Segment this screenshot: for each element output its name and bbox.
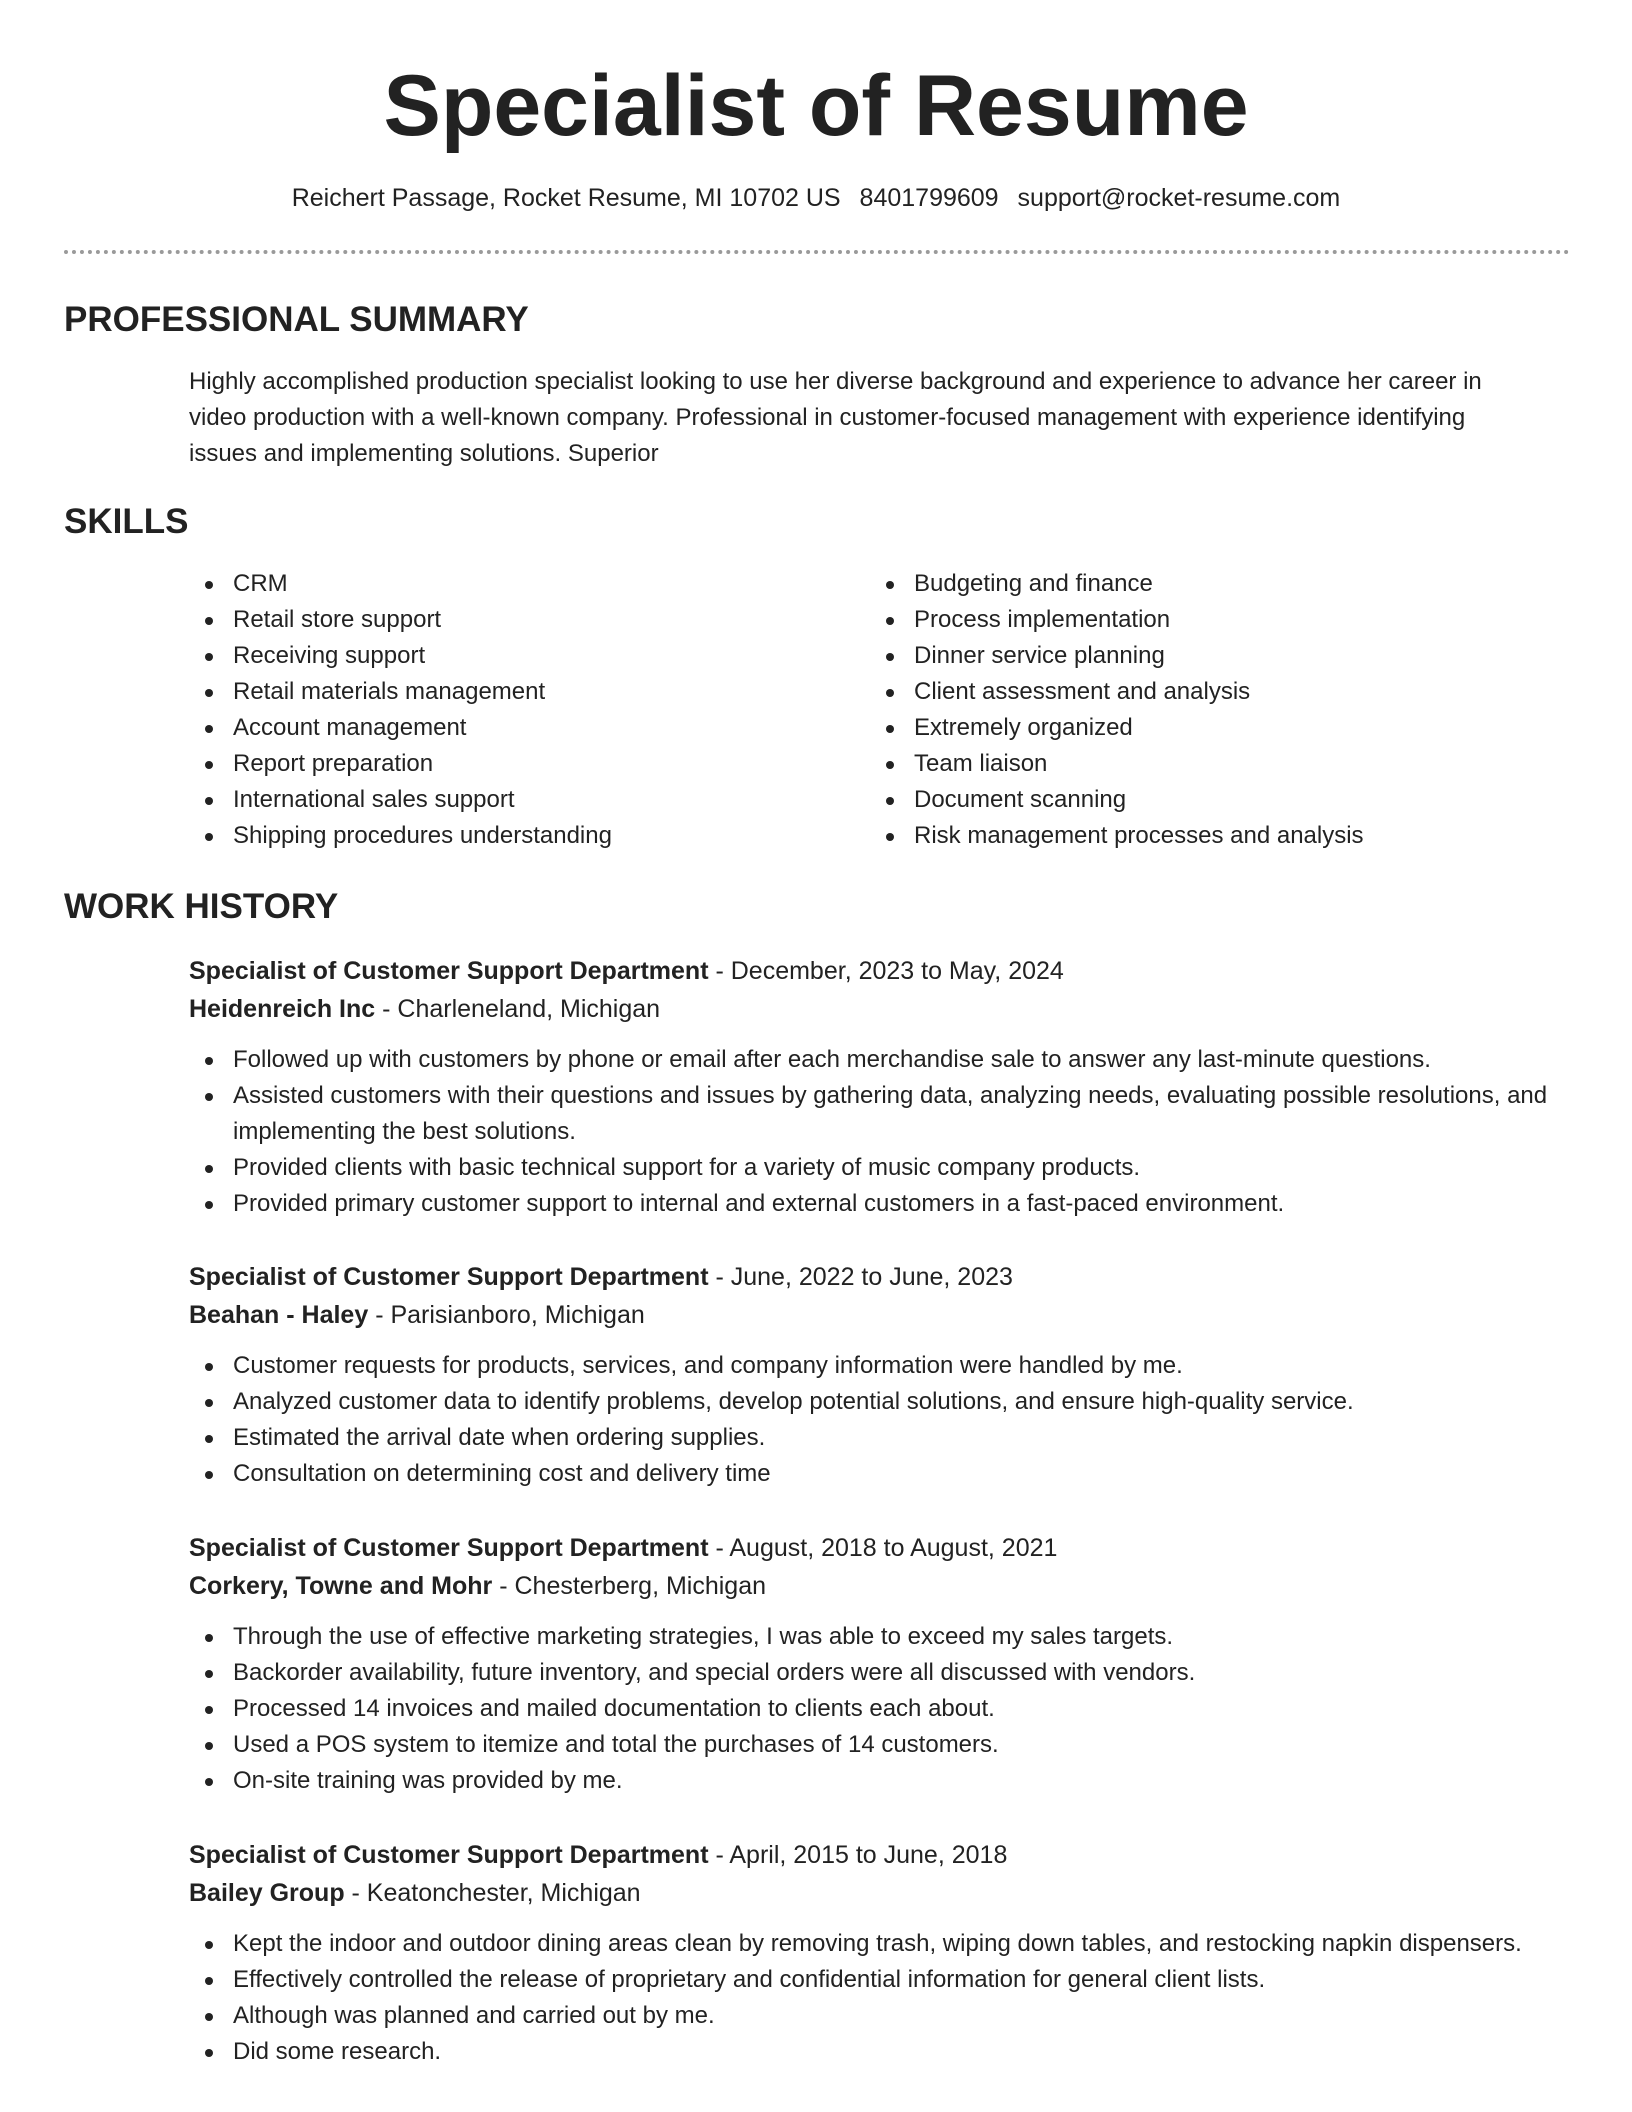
job-duty	[189, 1186, 1579, 1222]
job-duty-text: Analyzed customer data to identify problems, develop potential solutions, and ensure high-quality service.	[233, 1388, 1354, 1415]
job-dates: - April, 2015 to June, 2018	[708, 1841, 1008, 1869]
job-role: Specialist of Customer Support Department	[189, 1534, 709, 1562]
job-duty	[189, 1691, 1579, 1727]
job-dates: - December, 2023 to May, 2024	[708, 957, 1064, 985]
job-duty	[189, 1998, 1579, 2034]
job-duty	[189, 1763, 1579, 1799]
bullet-dot	[205, 1670, 213, 1678]
bullet-dot	[205, 725, 213, 733]
skill-label: Retail materials management	[233, 678, 546, 705]
bullet-dot	[886, 725, 894, 733]
summary-heading: PROFESSIONAL SUMMARY	[64, 300, 529, 339]
bullet-dot	[205, 1399, 213, 1407]
job-duty	[189, 1348, 1579, 1384]
skill-label: Report preparation	[233, 750, 434, 777]
job-company: Heidenreich Inc	[189, 995, 376, 1023]
job-duty	[189, 1962, 1579, 1998]
job-duty	[189, 1042, 1579, 1078]
job-duty-text: Assisted customers with their questions and issues by gathering data, analyzing needs, evaluating possible resolutions, and implementing the best solutions.	[233, 1082, 1548, 1145]
job-entry	[189, 1529, 1579, 1799]
skill-label: Risk management processes and analysis	[914, 822, 1364, 849]
skill-label: Receiving support	[233, 642, 426, 669]
job-entry	[189, 952, 1579, 1222]
summary-text: Highly accomplished production specialist looking to use her diverse background and experience to advance her career in video production with a well-known company. Professional in customer-focused management with experience identifying issues and implementing solutions. Superior	[189, 368, 1482, 467]
bullet-dot	[886, 689, 894, 697]
job-duty	[189, 1655, 1579, 1691]
skill-item	[870, 638, 1510, 674]
bullet-dot	[205, 2013, 213, 2021]
job-duty	[189, 2034, 1579, 2070]
job-company: Bailey Group	[189, 1879, 345, 1907]
bullet-dot	[886, 581, 894, 589]
job-duty	[189, 1727, 1579, 1763]
job-role-line	[189, 1258, 1579, 1296]
bullet-dot	[205, 797, 213, 805]
bullet-dot	[205, 1363, 213, 1371]
job-duty-text: Provided clients with basic technical support for a variety of music company products.	[233, 1154, 1141, 1181]
bullet-dot	[205, 617, 213, 625]
job-dates: - June, 2022 to June, 2023	[708, 1263, 1013, 1291]
bullet-dot	[205, 1093, 213, 1101]
skill-item	[189, 638, 829, 674]
job-duty	[189, 1150, 1579, 1186]
skill-label: Dinner service planning	[914, 642, 1165, 669]
job-duty-text: Backorder availability, future inventory, and special orders were all discussed with vendors.	[233, 1659, 1196, 1686]
job-duty	[189, 1619, 1579, 1655]
skill-item	[870, 782, 1510, 818]
skill-item	[870, 818, 1510, 854]
job-role-line	[189, 1529, 1579, 1567]
bullet-dot	[205, 1057, 213, 1065]
skills-heading: SKILLS	[64, 502, 189, 541]
header-divider	[64, 250, 1570, 254]
job-company-line	[189, 990, 1579, 1028]
job-entry	[189, 1258, 1579, 1492]
bullet-dot	[886, 797, 894, 805]
bullet-dot	[205, 1634, 213, 1642]
bullet-dot	[205, 1977, 213, 1985]
job-duty-text: Followed up with customers by phone or email after each merchandise sale to answer any last-minute questions.	[233, 1046, 1431, 1073]
skills-left-list	[189, 566, 829, 854]
skill-item	[870, 602, 1510, 638]
job-duty-text: Kept the indoor and outdoor dining areas clean by removing trash, wiping down tables, and restocking napkin dispensers.	[233, 1930, 1522, 1957]
job-duty-text: Processed 14 invoices and mailed documentation to clients each about.	[233, 1695, 995, 1722]
job-role-line	[189, 1836, 1579, 1874]
contact-line	[0, 180, 1632, 216]
job-duty	[189, 1456, 1579, 1492]
job-duty-text: Through the use of effective marketing strategies, I was able to exceed my sales targets.	[233, 1623, 1174, 1650]
skill-item	[189, 674, 829, 710]
job-duty-text: Consultation on determining cost and delivery time	[233, 1460, 771, 1487]
job-company-line	[189, 1567, 1579, 1605]
bullet-dot	[205, 689, 213, 697]
skill-label: Retail store support	[233, 606, 442, 633]
job-duty	[189, 1420, 1579, 1456]
skill-label: International sales support	[233, 786, 515, 813]
contact-address: Reichert Passage, Rocket Resume, MI 10702 US	[291, 184, 841, 212]
skill-label: Shipping procedures understanding	[233, 822, 612, 849]
bullet-dot	[205, 833, 213, 841]
bullet-dot	[205, 1435, 213, 1443]
job-duties-list	[189, 1042, 1579, 1222]
skill-label: Process implementation	[914, 606, 1171, 633]
bullet-dot	[886, 653, 894, 661]
job-role: Specialist of Customer Support Department	[189, 1841, 709, 1869]
job-duty-text: Used a POS system to itemize and total the purchases of 14 customers.	[233, 1731, 999, 1758]
job-duty	[189, 1078, 1579, 1150]
bullet-dot	[205, 1941, 213, 1949]
job-company: Beahan - Haley	[189, 1301, 369, 1329]
job-location: - Chesterberg, Michigan	[492, 1572, 767, 1600]
skill-item	[870, 566, 1510, 602]
job-company-line	[189, 1296, 1579, 1334]
job-duty-text: Customer requests for products, services, and company information were handled by me.	[233, 1352, 1183, 1379]
job-duty-text: Did some research.	[233, 2038, 442, 2065]
skill-label: CRM	[233, 570, 288, 597]
job-role-line	[189, 952, 1579, 990]
bullet-dot	[205, 1706, 213, 1714]
bullet-dot	[886, 761, 894, 769]
skills-left-column	[189, 566, 829, 854]
skill-item	[189, 710, 829, 746]
job-duties-list	[189, 1619, 1579, 1799]
job-duty-text: Although was planned and carried out by me.	[233, 2002, 715, 2029]
job-dates: - August, 2018 to August, 2021	[708, 1534, 1058, 1562]
job-role: Specialist of Customer Support Department	[189, 957, 709, 985]
skill-label: Budgeting and finance	[914, 570, 1153, 597]
job-entry	[189, 1836, 1579, 2070]
skills-right-list	[870, 566, 1510, 854]
skills-right-column	[870, 566, 1510, 854]
skill-item	[189, 602, 829, 638]
bullet-dot	[205, 1165, 213, 1173]
skill-item	[189, 566, 829, 602]
bullet-dot	[205, 1201, 213, 1209]
skill-label: Client assessment and analysis	[914, 678, 1251, 705]
skill-item	[189, 818, 829, 854]
job-duty	[189, 1384, 1579, 1420]
resume-name: Specialist of Resume	[383, 58, 1249, 154]
skill-item	[189, 746, 829, 782]
work-history-heading: WORK HISTORY	[64, 887, 339, 926]
bullet-dot	[886, 833, 894, 841]
skill-item	[189, 782, 829, 818]
skill-label: Team liaison	[914, 750, 1048, 777]
bullet-dot	[205, 2049, 213, 2057]
bullet-dot	[205, 581, 213, 589]
contact-phone: 8401799609	[859, 184, 999, 212]
job-location: - Parisianboro, Michigan	[368, 1301, 645, 1329]
skill-item	[870, 746, 1510, 782]
skill-item	[870, 710, 1510, 746]
job-location: - Keatonchester, Michigan	[344, 1879, 641, 1907]
job-location: - Charleneland, Michigan	[375, 995, 661, 1023]
job-company-line	[189, 1874, 1579, 1912]
job-duty-text: Effectively controlled the release of proprietary and confidential information for general client lists.	[233, 1966, 1266, 1993]
bullet-dot	[205, 1742, 213, 1750]
job-duties-list	[189, 1348, 1579, 1492]
bullet-dot	[205, 761, 213, 769]
bullet-dot	[205, 653, 213, 661]
skill-item	[870, 674, 1510, 710]
bullet-dot	[205, 1778, 213, 1786]
skill-label: Document scanning	[914, 786, 1127, 813]
job-duty	[189, 1926, 1579, 1962]
job-duty-text: Estimated the arrival date when ordering supplies.	[233, 1424, 766, 1451]
contact-email: support@rocket-resume.com	[1017, 184, 1341, 212]
bullet-dot	[886, 617, 894, 625]
skill-label: Account management	[233, 714, 467, 741]
job-duties-list	[189, 1926, 1579, 2070]
job-duty-text: Provided primary customer support to internal and external customers in a fast-paced environment.	[233, 1190, 1285, 1217]
bullet-dot	[205, 1471, 213, 1479]
job-role: Specialist of Customer Support Department	[189, 1263, 709, 1291]
job-duty-text: On-site training was provided by me.	[233, 1767, 623, 1794]
job-company: Corkery, Towne and Mohr	[189, 1572, 493, 1600]
skill-label: Extremely organized	[914, 714, 1133, 741]
